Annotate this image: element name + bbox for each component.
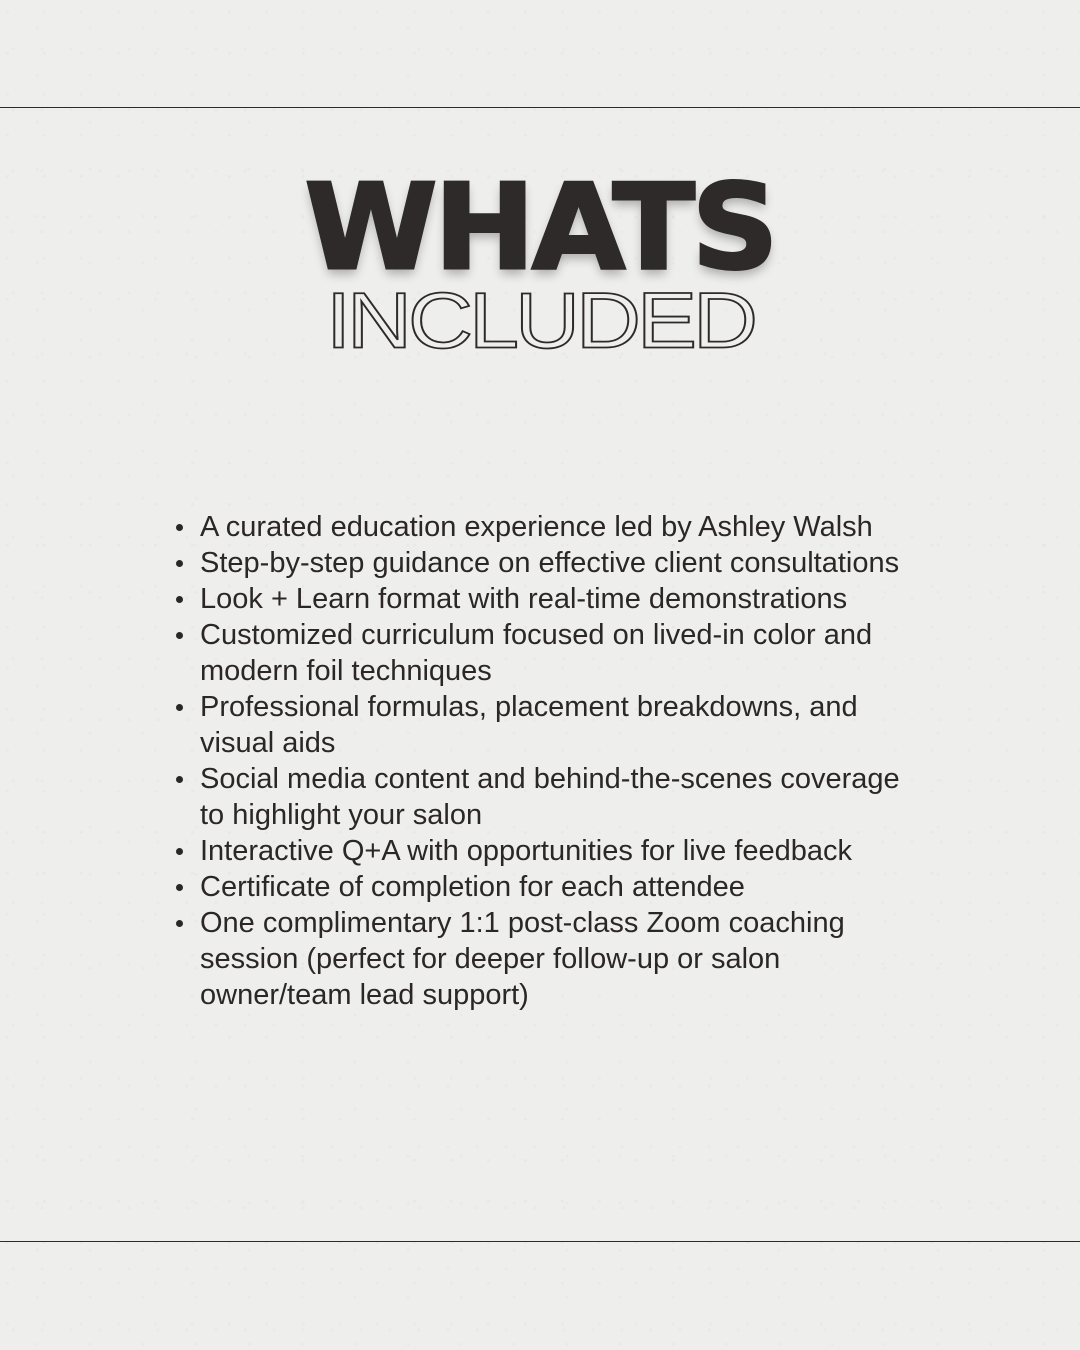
bullet-icon (176, 632, 183, 639)
list-item (200, 509, 920, 545)
list-item-text: Professional formulas, placement breakdowns, and visual aids (200, 691, 858, 759)
list-item (200, 833, 920, 869)
list-item-text: Step-by-step guidance on effective client consultations (200, 547, 900, 579)
list-item (200, 581, 920, 617)
list-item-text: Interactive Q+A with opportunities for live feedback (200, 835, 853, 867)
list-item (200, 617, 920, 689)
list-item-text: Social media content and behind-the-scenes coverage to highlight your salon (200, 763, 900, 831)
list-item-text: Look + Learn format with real-time demonstrations (200, 583, 848, 615)
included-list (200, 509, 920, 1013)
list-item (200, 869, 920, 905)
page-title: WHATS (304, 158, 776, 296)
bullet-icon (176, 524, 183, 531)
list-item-text: A curated education experience led by Ashley Walsh (200, 511, 873, 543)
bullet-icon (176, 776, 183, 783)
bullet-icon (176, 920, 183, 927)
page-subtitle: INCLUDED (325, 277, 755, 365)
list-item (200, 761, 920, 833)
bullet-icon (176, 596, 183, 603)
list-item-text: Customized curriculum focused on lived-in color and modern foil techniques (200, 619, 873, 687)
list-item (200, 545, 920, 581)
list-item (200, 689, 920, 761)
list-item-text: One complimentary 1:1 post-class Zoom coaching session (perfect for deeper follow-up or salon owner/team lead support) (200, 907, 845, 1011)
list-item-text: Certificate of completion for each attendee (200, 871, 745, 903)
bottom-divider (0, 1241, 1080, 1242)
list-item (200, 905, 920, 1013)
bullet-icon (176, 884, 183, 891)
bullet-icon (176, 848, 183, 855)
top-divider (0, 107, 1080, 108)
bullet-icon (176, 704, 183, 711)
bullet-icon (176, 560, 183, 567)
